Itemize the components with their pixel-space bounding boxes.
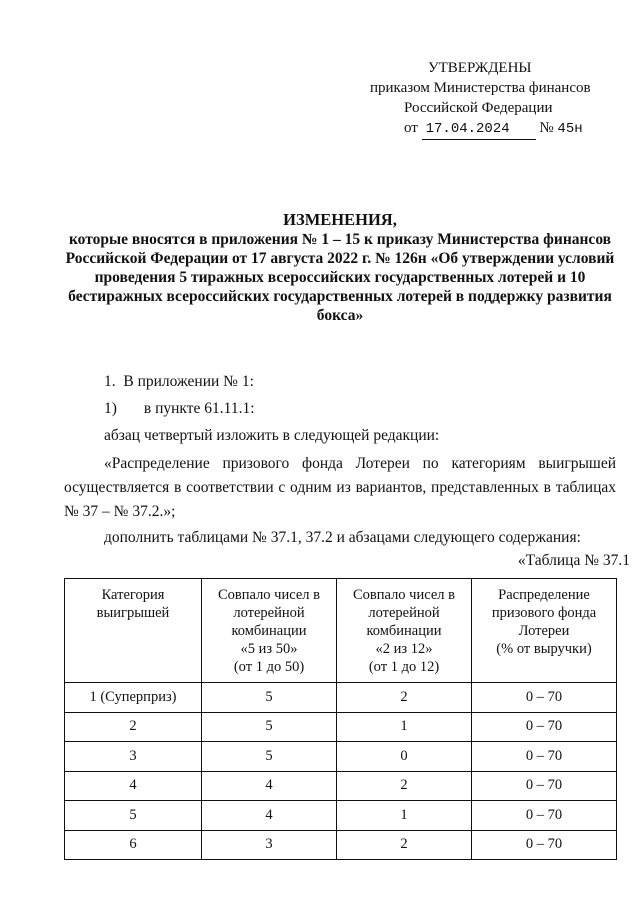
number-prefix: № [539,120,554,136]
item-1-1 [104,399,255,419]
cell-category: 6 [65,830,202,860]
table-row [65,742,617,772]
header-match-2of12: Совпало чисел в лотерейной комбинации «2 из 12» (от 1 до 12) [337,579,472,683]
cell-prize-percent: 0 – 70 [472,830,617,860]
cell-match-2of12: 2 [337,830,472,860]
cell-match-5of50: 5 [202,712,337,742]
approval-date-line [404,118,628,140]
heading-subtitle: которые вносятся в приложения № 1 – 15 к приказу Министерства финансов Российской Федерации от 17 августа 2022 г. № 126н «Об утверждении условий проведения 5 тиражных всероссийских государственных лотерей и 10 бестиражных всероссийских государственных лотерей в поддержку развития бокса» [65,231,615,324]
table-label: «Таблица № 37.1 [517,552,630,569]
cell-match-5of50: 5 [202,683,337,713]
table-row [65,771,617,801]
table-row [65,712,617,742]
approval-ministry: приказом Министерства финансов [370,80,591,96]
cell-category: 5 [65,801,202,831]
cell-match-5of50: 4 [202,771,337,801]
table-row [65,830,617,860]
heading-title: ИЗМЕНЕНИЯ, [283,210,397,229]
table-row [65,801,617,831]
cell-match-5of50: 5 [202,742,337,772]
cell-match-5of50: 3 [202,830,337,860]
cell-prize-percent: 0 – 70 [472,771,617,801]
cell-match-2of12: 1 [337,712,472,742]
prize-distribution-table [64,578,617,860]
approval-country: Российской Федерации [404,100,553,116]
cell-match-2of12: 2 [337,683,472,713]
cell-prize-percent: 0 – 70 [472,683,617,713]
approval-date: 17.04.2024 [422,119,536,140]
cell-prize-percent: 0 – 70 [472,801,617,831]
cell-match-5of50: 4 [202,801,337,831]
header-category: Категория выигрышей [65,579,202,683]
cell-match-2of12: 0 [337,742,472,772]
cell-category: 3 [65,742,202,772]
cell-match-2of12: 2 [337,771,472,801]
table-header-row [65,579,617,683]
header-prize-distribution: Распределение призового фонда Лотереи (% от выручки) [472,579,617,683]
cell-category: 1 (Суперприз) [65,683,202,713]
approval-block [368,58,628,140]
paragraph-add-tables: дополнить таблицами № 37.1, 37.2 и абзацами следующего содержания: [104,529,581,546]
cell-category: 4 [65,771,202,801]
cell-category: 2 [65,712,202,742]
approval-title: УТВЕРЖДЕНЫ [428,60,532,76]
paragraph-instruction: абзац четвертый изложить в следующей редакции: [104,427,440,444]
cell-match-2of12: 1 [337,801,472,831]
cell-prize-percent: 0 – 70 [472,712,617,742]
item-1: 1. В приложении № 1: [104,373,254,390]
header-match-5of50: Совпало чисел в лотерейной комбинации «5 из 50» (от 1 до 50) [202,579,337,683]
cell-prize-percent: 0 – 70 [472,742,617,772]
table-row [65,683,617,713]
date-prefix: от [404,120,418,136]
item-1-1-label: 1) [104,400,117,417]
document-heading [60,210,620,325]
quoted-paragraph: «Распределение призового фонда Лотереи по категориям выигрышей осуществляется в соответствии с одним из вариантов, представленных в таблицах № 37 – № 37.2.»; [64,455,616,520]
approval-number: 45н [557,121,583,137]
item-1-1-text: в пункте 61.11.1: [143,400,255,417]
